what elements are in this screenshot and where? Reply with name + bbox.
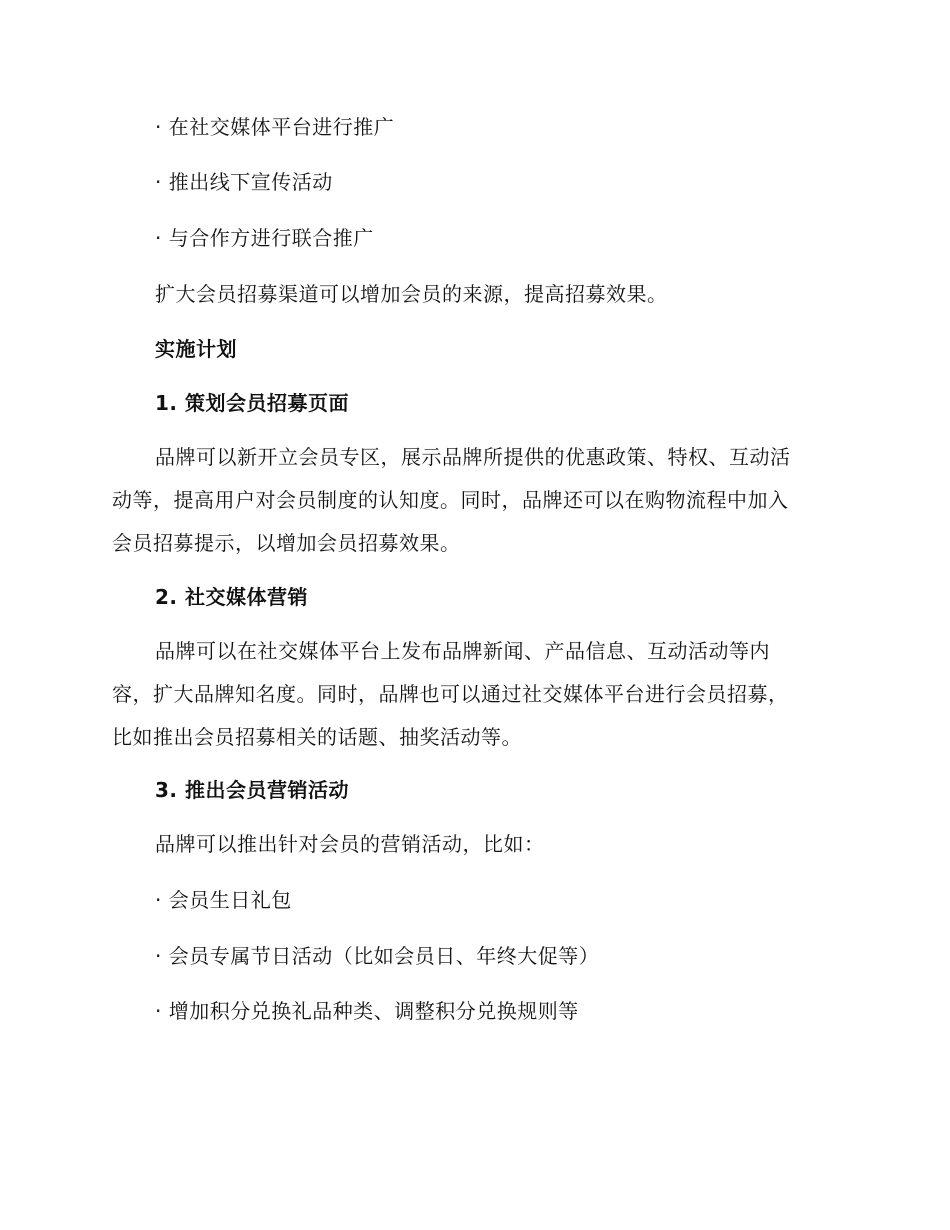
subsection-2-paragraph-line: 品牌可以在社交媒体平台上发布品牌新闻、产品信息、互动活动等内 [155, 639, 770, 663]
bullet-offline-campaign: · 推出线下宣传活动 [155, 170, 333, 194]
bullet-points-redemption: · 增加积分兑换礼品种类、调整积分兑换规则等 [155, 999, 579, 1023]
bullet-social-media-promotion: · 在社交媒体平台进行推广 [155, 115, 395, 139]
subsection-3-intro: 品牌可以推出针对会员的营销活动，比如： [155, 832, 545, 856]
bullet-partner-promotion: · 与合作方进行联合推广 [155, 226, 374, 250]
subsection-2-heading: 2. 社交媒体营销 [155, 585, 308, 609]
subsection-2-paragraph-line: 比如推出会员招募相关的话题、抽奖活动等。 [112, 725, 522, 749]
bullet-member-holiday-events: · 会员专属节日活动（比如会员日、年终大促等） [155, 944, 600, 968]
subsection-1-paragraph-line: 品牌可以新开立会员专区，展示品牌所提供的优惠政策、特权、互动活 [155, 445, 791, 469]
subsection-2-paragraph-line: 容，扩大品牌知名度。同时，品牌也可以通过社交媒体平台进行会员招募， [112, 682, 789, 706]
subsection-1-paragraph-line: 动等，提高用户对会员制度的认知度。同时，品牌还可以在购物流程中加入 [112, 488, 789, 512]
intro-paragraph: 扩大会员招募渠道可以增加会员的来源，提高招募效果。 [155, 282, 668, 306]
bullet-birthday-gift: · 会员生日礼包 [155, 888, 292, 912]
subsection-1-heading: 1. 策划会员招募页面 [155, 391, 349, 415]
section-heading: 实施计划 [155, 337, 237, 361]
subsection-3-heading: 3. 推出会员营销活动 [155, 778, 349, 802]
subsection-1-paragraph-line: 会员招募提示，以增加会员招募效果。 [112, 531, 461, 555]
